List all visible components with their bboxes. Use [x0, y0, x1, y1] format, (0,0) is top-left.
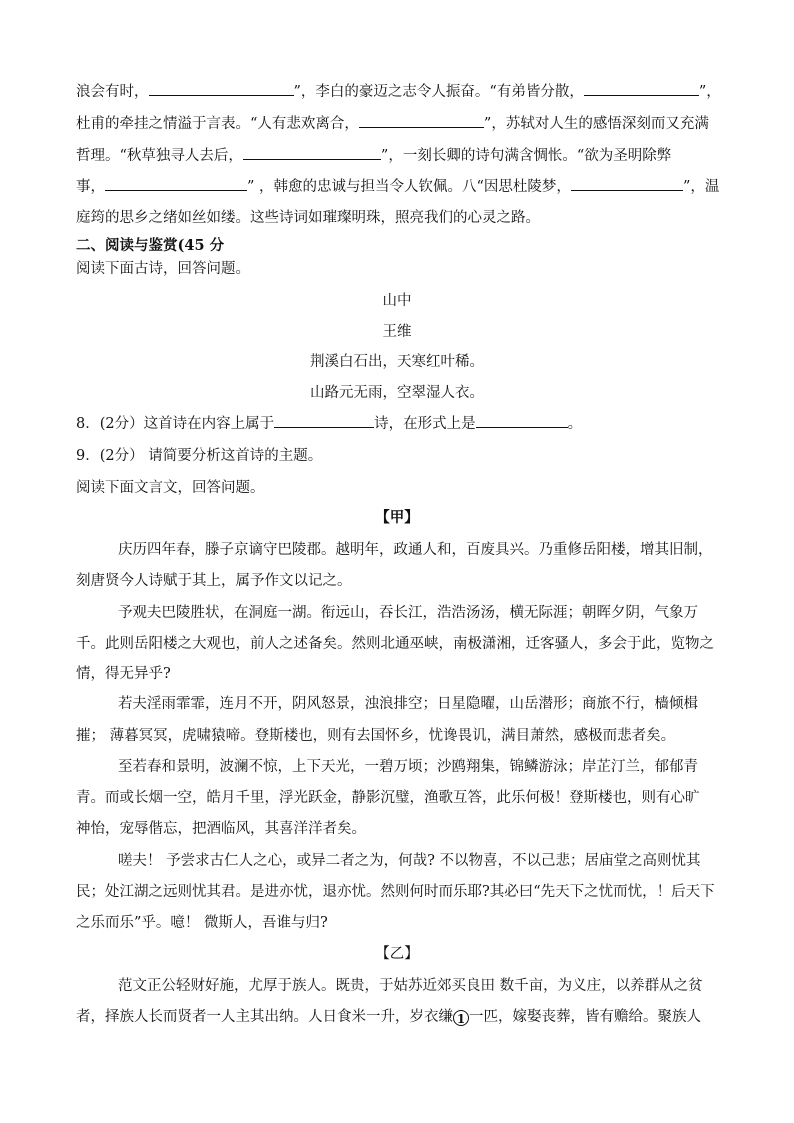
- text: 浪会有时，: [76, 84, 149, 100]
- paragraph-line: 范文正公轻财好施，尤厚于族人。既贵，于姑苏近郊买良田 数千亩，为义庄，以养群从之贫: [118, 978, 703, 994]
- fill-line-1: [76, 82, 721, 102]
- prose-instruction: 阅读下面文言文，回答问题。: [76, 480, 265, 496]
- text: ”，苏轼对人生的感悟深刻而又充满: [483, 116, 709, 132]
- footnote-marker: [453, 1010, 469, 1026]
- paragraph-line: 予观夫巴陵胜状，在洞庭一湖。衔远山，吞长江，浩浩汤汤，横无际涯；朝晖夕阴，气象万: [118, 605, 698, 621]
- text: ” ，韩愈的忠诚与担当令人钦佩。八“因思杜陵梦，: [247, 179, 571, 195]
- text: 哲理。“秋草独寻人去后，: [76, 148, 243, 164]
- text: ”，李白的豪迈之志令人振奋。“有弟皆分散，: [293, 84, 584, 100]
- paragraph-line: 青。而或长烟一空，皓月千里，浮光跃金，静影沉璧，渔歌互答，此乐何极！登斯楼也，则有心旷: [76, 790, 700, 806]
- fill-line-2: [76, 114, 709, 134]
- answer-blank[interactable]: [105, 177, 247, 191]
- fill-line-4: [76, 177, 719, 197]
- paragraph-line: 神怡，宠辱偕忘，把酒临风，其喜洋洋者矣。: [76, 821, 366, 837]
- paragraph-line: 刻唐贤今人诗赋于其上，属予作文以记之。: [76, 573, 352, 589]
- section-heading: 二、阅读与鉴赏(45 分: [76, 237, 225, 254]
- passage-label-jia: 【甲】: [375, 509, 419, 526]
- poem-author: 王维: [382, 324, 412, 340]
- answer-blank[interactable]: [243, 146, 381, 160]
- text: 8．(2分）这首诗在内容上属于: [76, 416, 275, 432]
- text: 。: [567, 416, 583, 432]
- poem-title: 山中: [382, 293, 412, 309]
- paragraph-line: 民；处江湖之远则忧其君。是进亦忧，退亦忧。然则何时而乐耶?其必曰“先天下之忧而忧，！后天下: [76, 884, 715, 900]
- text: 一匹，嫁娶丧葬，皆有赡给。聚族人: [469, 1009, 701, 1025]
- question-9: 9．(2分） 请简要分析这首诗的主题。: [76, 448, 323, 464]
- paragraph-line: [76, 1007, 701, 1027]
- paragraph-line: 若夫淫雨霏霏，连月不开，阴风怒景，浊浪排空；日星隐曜，山岳潜形；商旅不行，樯倾楫: [118, 696, 698, 712]
- question-8: [76, 414, 582, 434]
- answer-blank[interactable]: [149, 82, 294, 96]
- text: 诗，在形式上是: [374, 416, 476, 432]
- paragraph-line: 庆历四年春，滕子京谪守巴陵郡。越明年，政通人和，百废具兴。乃重修岳阳楼，增其旧制，: [118, 542, 713, 558]
- answer-blank[interactable]: [571, 177, 683, 191]
- paragraph-line: 摧； 薄暮冥冥，虎啸猿啼。登斯楼也，则有去国怀乡，忧谗畏讥，满目萧然，感极而悲者矣。: [76, 728, 676, 744]
- text: ”，: [698, 84, 721, 100]
- answer-blank[interactable]: [476, 414, 568, 428]
- text: ”，一刻长卿的诗句满含惆怅。“欲为圣明除弊: [380, 148, 672, 164]
- text: 者，择族人长而贤者一人主其出纳。人日食米一升，岁衣缣: [76, 1009, 453, 1025]
- paragraph-line: 之乐而乐”乎。噫！ 微斯人，吾谁与归?: [76, 915, 328, 931]
- paragraph-line: 千。此则岳阳楼之大观也，前人之述备矣。然则北通巫峡，南极潇湘，迁客骚人，多会于此，览物之: [76, 636, 714, 652]
- poem-line: 荆溪白石出，天寒红叶稀。: [310, 354, 484, 370]
- answer-blank[interactable]: [274, 414, 374, 428]
- fill-line-5: 庭筠的思乡之绪如丝如缕。这些诗词如璀璨明珠，照亮我们的心灵之路。: [76, 210, 540, 226]
- poem-line: 山路元无雨，空翠湿人衣。: [310, 385, 484, 401]
- footnote-number: 1: [456, 1012, 466, 1026]
- paragraph-line: 至若春和景明，波澜不惊，上下天光，一碧万顷；沙鸥翔集，锦鳞游泳；岸芷汀兰，郁郁青: [118, 759, 698, 775]
- passage-label-yi: 【乙】: [375, 946, 419, 962]
- fill-line-3: [76, 146, 671, 166]
- text: ”，温: [682, 179, 720, 195]
- text: 杜甫的牵挂之情溢于言表。“人有悲欢离合，: [76, 116, 359, 132]
- text: 事，: [76, 179, 105, 195]
- paragraph-line: 嗟夫！ 予尝求古仁人之心，或异二者之为，何哉? 不以物喜，不以己悲；居庙堂之高则忧其: [118, 853, 701, 869]
- answer-blank[interactable]: [584, 82, 699, 96]
- poem-instruction: 阅读下面古诗，回答问题。: [76, 261, 250, 277]
- answer-blank[interactable]: [359, 114, 484, 128]
- paragraph-line: 情，得无异乎?: [76, 666, 171, 682]
